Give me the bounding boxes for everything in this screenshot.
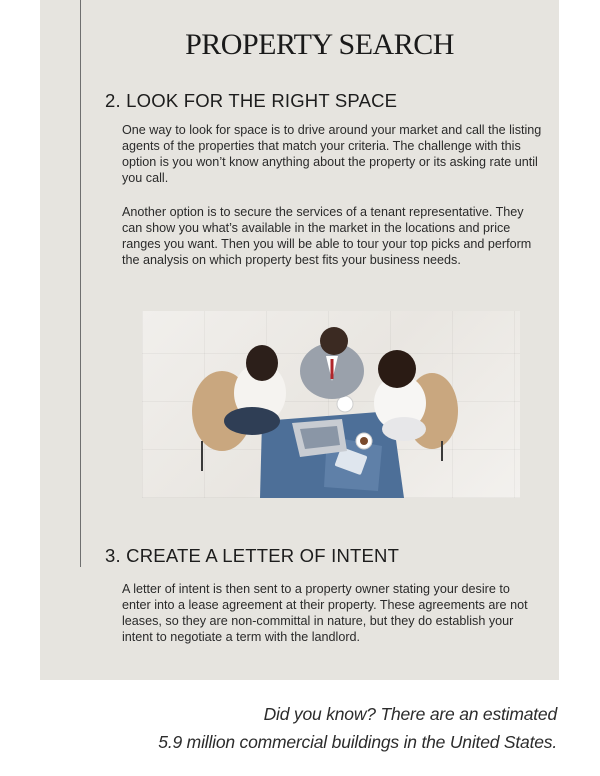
woman-right-hair	[378, 350, 416, 388]
meeting-illustration	[142, 311, 520, 498]
section-3-paragraph: A letter of intent is then sent to a property owner stating your desire to enter into a lease agreement at their property. These agreements are not leases, so they are non-committal in nature, but they do establish your intent to negotiate a term with the landlord.	[122, 582, 528, 644]
section-3-heading: 3. CREATE A LETTER OF INTENT	[105, 545, 400, 566]
man-head	[320, 327, 348, 355]
vertical-rule	[80, 0, 81, 567]
fact-line-1: Did you know? There are an estimated	[263, 704, 557, 724]
section-2-paragraph-1: One way to look for space is to drive around your market and call the listing agents of the properties that match your criteria. The challenge with this option is you won’t know anything about the property or its asking rate until you call.	[122, 123, 542, 185]
page-title: PROPERTY SEARCH	[185, 28, 454, 61]
section-2-heading: 2. LOOK FOR THE RIGHT SPACE	[105, 90, 398, 111]
section-2-paragraph-2: Another option is to secure the services of a tenant representative. They can show you what’s available in the market in the locations and price ranges you want. Then you will be able to tour your top picks and perform the analysis on which property best fits your business needs.	[122, 205, 532, 267]
fact-line-2: 5.9 million commercial buildings in the United States.	[158, 732, 557, 752]
meeting-photo	[142, 311, 520, 498]
woman-left-hair	[246, 345, 278, 381]
